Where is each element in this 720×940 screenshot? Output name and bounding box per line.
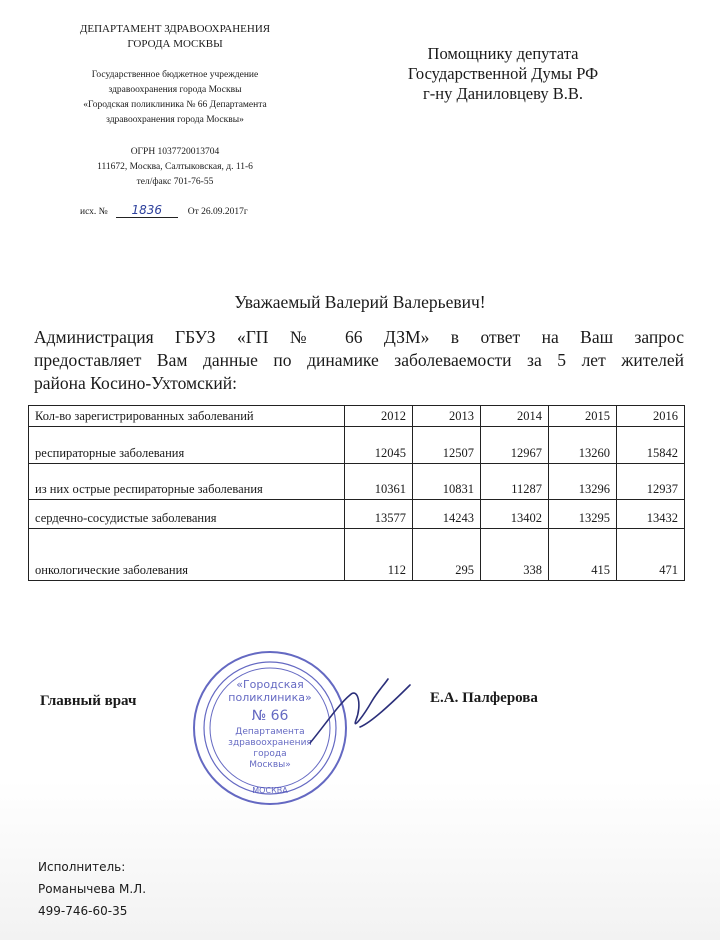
org-details (20, 145, 330, 190)
outgoing-number-field (116, 203, 178, 218)
body-line: предоставляет Вам данные по динамике заболеваемости за 5 лет жителей (34, 350, 684, 370)
body-line: Администрация ГБУЗ «ГП № 66 ДЗМ» в ответ на Ваш запрос (34, 327, 684, 347)
table-cell: 12507 (413, 427, 481, 464)
stamp-line: здравоохранения (228, 738, 312, 748)
table-cell: 13260 (549, 427, 617, 464)
org-line: «Городская поликлиника № 66 Департамента (83, 100, 267, 110)
stamp-bottom-text: МОСКВА (252, 786, 288, 795)
table-header-label: Кол-во зарегистрированных заболеваний (29, 406, 345, 427)
addressee-line: Помощнику депутата (427, 44, 579, 63)
table-row (29, 427, 685, 464)
row-label: онкологические заболевания (29, 529, 345, 581)
table-cell: 14243 (413, 500, 481, 529)
org-line: Государственное бюджетное учреждение (91, 70, 259, 80)
org-line: здравоохранения города Москвы» (106, 115, 244, 125)
body-line: района Косино-Ухтомский: (34, 373, 237, 393)
table-cell: 10831 (413, 464, 481, 500)
year-header: 2012 (345, 406, 413, 427)
outgoing-date: От 26.09.2017г (187, 207, 248, 217)
table-row (29, 500, 685, 529)
stamp-line: Москвы» (249, 760, 291, 770)
outgoing-number-line (80, 203, 248, 218)
address: 111672, Москва, Салтыковская, д. 11-6 (97, 162, 253, 172)
row-label: сердечно-сосудистые заболевания (29, 500, 345, 529)
table-cell: 12937 (617, 464, 685, 500)
letter-body (34, 326, 684, 395)
table-cell: 13295 (549, 500, 617, 529)
executor-phone: 499-746-60-35 (38, 904, 128, 918)
addressee-block (388, 44, 618, 104)
addressee-line: г-ну Даниловцеву В.В. (423, 84, 583, 103)
table-cell: 15842 (617, 427, 685, 464)
table-cell: 112 (345, 529, 413, 581)
year-header: 2015 (549, 406, 617, 427)
dept-line-2: ГОРОДА МОСКВЫ (127, 38, 223, 50)
table-cell: 13577 (345, 500, 413, 529)
stamp-line: поликлиника» (228, 691, 312, 704)
signer-title: Главный врач (40, 693, 137, 709)
dept-line-1: ДЕПАРТАМЕНТ ЗДРАВООХРАНЕНИЯ (79, 23, 271, 35)
org-name (20, 68, 330, 128)
outgoing-number: 1836 (131, 203, 163, 217)
table-row (29, 464, 685, 500)
stamp-line: «Городская (236, 678, 304, 691)
row-label: респираторные заболевания (29, 427, 345, 464)
stamp-line: Департамента (235, 727, 305, 737)
phone-fax: тел/факс 701-76-55 (136, 177, 214, 187)
handwritten-signature (300, 665, 430, 755)
table-cell: 12045 (345, 427, 413, 464)
salutation: Уважаемый Валерий Валерьевич! (234, 292, 486, 312)
executor-block (38, 856, 146, 922)
table-row (29, 529, 685, 581)
table-cell: 13432 (617, 500, 685, 529)
executor-name: Романычева М.Л. (38, 882, 147, 896)
table-cell: 415 (549, 529, 617, 581)
table-cell: 295 (413, 529, 481, 581)
row-label: из них острые респираторные заболевания (29, 464, 345, 500)
year-header: 2014 (481, 406, 549, 427)
stamp-line: города (253, 749, 287, 759)
signer-name: Е.А. Палферова (430, 690, 538, 706)
table-cell: 471 (617, 529, 685, 581)
table-header-row (29, 406, 685, 427)
year-header: 2013 (413, 406, 481, 427)
table-cell: 11287 (481, 464, 549, 500)
table-cell: 13296 (549, 464, 617, 500)
table-cell: 13402 (481, 500, 549, 529)
stamp-line: № 66 (251, 708, 289, 724)
org-line: здравоохранения города Москвы (108, 85, 242, 95)
executor-label: Исполнитель: (38, 860, 126, 874)
ogrn: ОГРН 1037720013704 (130, 147, 220, 157)
table-cell: 338 (481, 529, 549, 581)
year-header: 2016 (617, 406, 685, 427)
addressee-line: Государственной Думы РФ (407, 64, 599, 83)
table-cell: 12967 (481, 427, 549, 464)
outgoing-label: исх. № (80, 207, 108, 217)
table-cell: 10361 (345, 464, 413, 500)
morbidity-table (28, 405, 685, 581)
sender-block (20, 22, 330, 190)
